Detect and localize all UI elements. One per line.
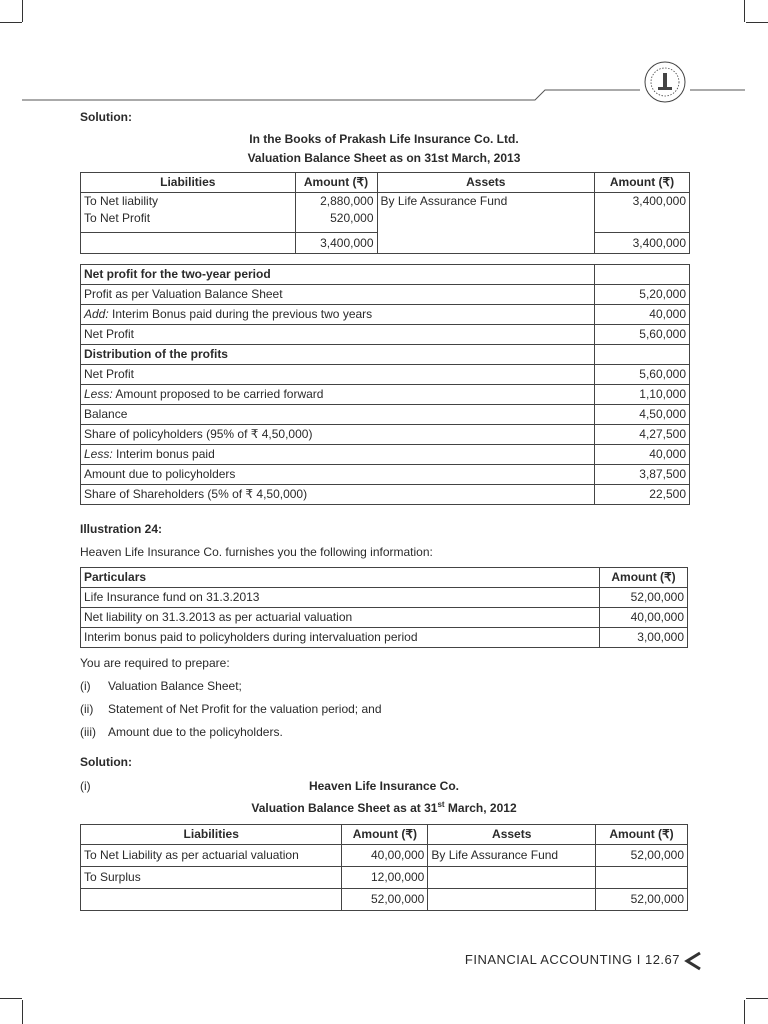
row-value: 5,60,000	[595, 365, 690, 385]
table-row	[81, 845, 688, 867]
table-row	[81, 405, 690, 425]
amount-cell: 52,00,000	[342, 889, 428, 911]
chevron-left-icon	[682, 950, 704, 972]
table-row	[81, 265, 690, 285]
solution-label: Solution:	[80, 110, 132, 124]
total-assets: 3,400,000	[595, 233, 690, 254]
crop-mark	[22, 1000, 23, 1024]
row-value: 5,60,000	[595, 325, 690, 345]
particulars-table	[80, 567, 688, 648]
table-row	[81, 325, 690, 345]
header-amount: Amount (₹)	[595, 173, 690, 193]
net-profit-table	[80, 264, 690, 505]
row-label: Amount due to policyholders	[81, 465, 595, 485]
row-label: Profit as per Valuation Balance Sheet	[81, 285, 595, 305]
row-label: Net liability on 31.3.2013 as per actuarial valuation	[81, 608, 600, 628]
table-header-row	[81, 825, 688, 845]
table-row	[81, 193, 690, 211]
row-value	[595, 345, 690, 365]
table-row	[81, 485, 690, 505]
header-amount: Amount (₹)	[596, 825, 688, 845]
total-liabilities: 3,400,000	[295, 233, 377, 254]
row-value: 40,00,000	[600, 608, 688, 628]
table-row	[81, 465, 690, 485]
amount-cell: 40,00,000	[342, 845, 428, 867]
row-label: Distribution of the profits	[81, 345, 595, 365]
valuation-balance-sheet-table	[80, 172, 690, 254]
row-value: 5,20,000	[595, 285, 690, 305]
valuation-balance-sheet-table-2	[80, 824, 688, 911]
list-item: (i) Valuation Balance Sheet;	[80, 679, 242, 693]
table-row	[81, 345, 690, 365]
solution-label: Solution:	[80, 755, 132, 769]
row-value: 40,000	[595, 305, 690, 325]
header-liabilities: Liabilities	[81, 173, 296, 193]
page-footer: FINANCIAL ACCOUNTING I 12.67	[464, 952, 680, 967]
header-particulars: Particulars	[81, 568, 600, 588]
amount-cell: 2,880,000	[295, 193, 377, 211]
table-row	[81, 425, 690, 445]
table-row	[81, 867, 688, 889]
illustration-title: Illustration 24:	[80, 522, 163, 536]
liability-cell: To Net liability	[81, 193, 296, 211]
row-value: 3,87,500	[595, 465, 690, 485]
table-row	[81, 365, 690, 385]
header-assets: Assets	[377, 173, 595, 193]
header-liabilities: Liabilities	[81, 825, 342, 845]
crop-mark	[744, 1000, 745, 1024]
liability-cell: To Net Liability as per actuarial valuation	[81, 845, 342, 867]
row-label: Net Profit	[81, 365, 595, 385]
row-value: 1,10,000	[595, 385, 690, 405]
company-heading: In the Books of Prakash Life Insurance Co. Ltd.	[249, 132, 519, 146]
amount-cell: 52,00,000	[596, 889, 688, 911]
amount-cell	[596, 867, 688, 889]
crop-mark	[0, 22, 22, 23]
header-amount: Amount (₹)	[295, 173, 377, 193]
asset-cell: By Life Assurance Fund	[428, 845, 596, 867]
row-label: Life Insurance fund on 31.3.2013	[81, 588, 600, 608]
table-row	[81, 210, 690, 233]
balance-sheet-heading: Valuation Balance Sheet as on 31st March, 2013	[247, 151, 521, 165]
list-item: (iii) Amount due to the policyholders.	[80, 725, 283, 739]
table-row	[81, 889, 688, 911]
list-item: (ii) Statement of Net Profit for the valuation period; and	[80, 702, 382, 716]
row-label: Net Profit	[81, 325, 595, 345]
table-header-row	[81, 173, 690, 193]
table-row	[81, 305, 690, 325]
header-amount: Amount (₹)	[600, 568, 688, 588]
row-value: 40,000	[595, 445, 690, 465]
balance-sheet-heading: Valuation Balance Sheet as at 31st March, 2012	[251, 800, 517, 815]
crop-mark	[744, 0, 745, 22]
row-label: Less: Interim bonus paid	[81, 445, 595, 465]
header-assets: Assets	[428, 825, 596, 845]
header-rule	[0, 40, 768, 120]
required-text: You are required to prepare:	[80, 656, 230, 670]
row-value	[595, 265, 690, 285]
row-label: Balance	[81, 405, 595, 425]
crop-mark	[22, 0, 23, 22]
asset-cell	[428, 867, 596, 889]
row-label: Share of Shareholders (5% of ₹ 4,50,000)	[81, 485, 595, 505]
crop-mark	[746, 22, 768, 23]
row-value: 22,500	[595, 485, 690, 505]
institute-logo-icon	[645, 62, 685, 102]
row-label: Less: Amount proposed to be carried forward	[81, 385, 595, 405]
company-heading: Heaven Life Insurance Co.	[308, 779, 460, 793]
header-amount: Amount (₹)	[342, 825, 428, 845]
liability-cell	[81, 889, 342, 911]
crop-mark	[746, 998, 768, 999]
liability-cell: To Net Profit	[81, 210, 296, 233]
table-row	[81, 608, 688, 628]
row-label: Share of policyholders (95% of ₹ 4,50,000)	[81, 425, 595, 445]
table-header-row	[81, 568, 688, 588]
row-value: 4,27,500	[595, 425, 690, 445]
row-value: 4,50,000	[595, 405, 690, 425]
solution-part-number: (i)	[80, 779, 91, 793]
illustration-intro: Heaven Life Insurance Co. furnishes you the following information:	[80, 545, 433, 559]
row-label: Add: Interim Bonus paid during the previous two years	[81, 305, 595, 325]
amount-cell: 520,000	[295, 210, 377, 233]
table-row	[81, 285, 690, 305]
table-row	[81, 588, 688, 608]
table-row	[81, 628, 688, 648]
total-row	[81, 233, 690, 254]
row-label: Interim bonus paid to policyholders during intervaluation period	[81, 628, 600, 648]
amount-cell: 12,00,000	[342, 867, 428, 889]
row-value: 3,00,000	[600, 628, 688, 648]
table-row	[81, 445, 690, 465]
row-value: 52,00,000	[600, 588, 688, 608]
table-row	[81, 385, 690, 405]
crop-mark	[0, 998, 22, 999]
amount-cell: 3,400,000	[595, 193, 690, 211]
asset-cell	[428, 889, 596, 911]
amount-cell: 52,00,000	[596, 845, 688, 867]
row-label: Net profit for the two-year period	[81, 265, 595, 285]
liability-cell: To Surplus	[81, 867, 342, 889]
asset-cell: By Life Assurance Fund	[377, 193, 595, 211]
